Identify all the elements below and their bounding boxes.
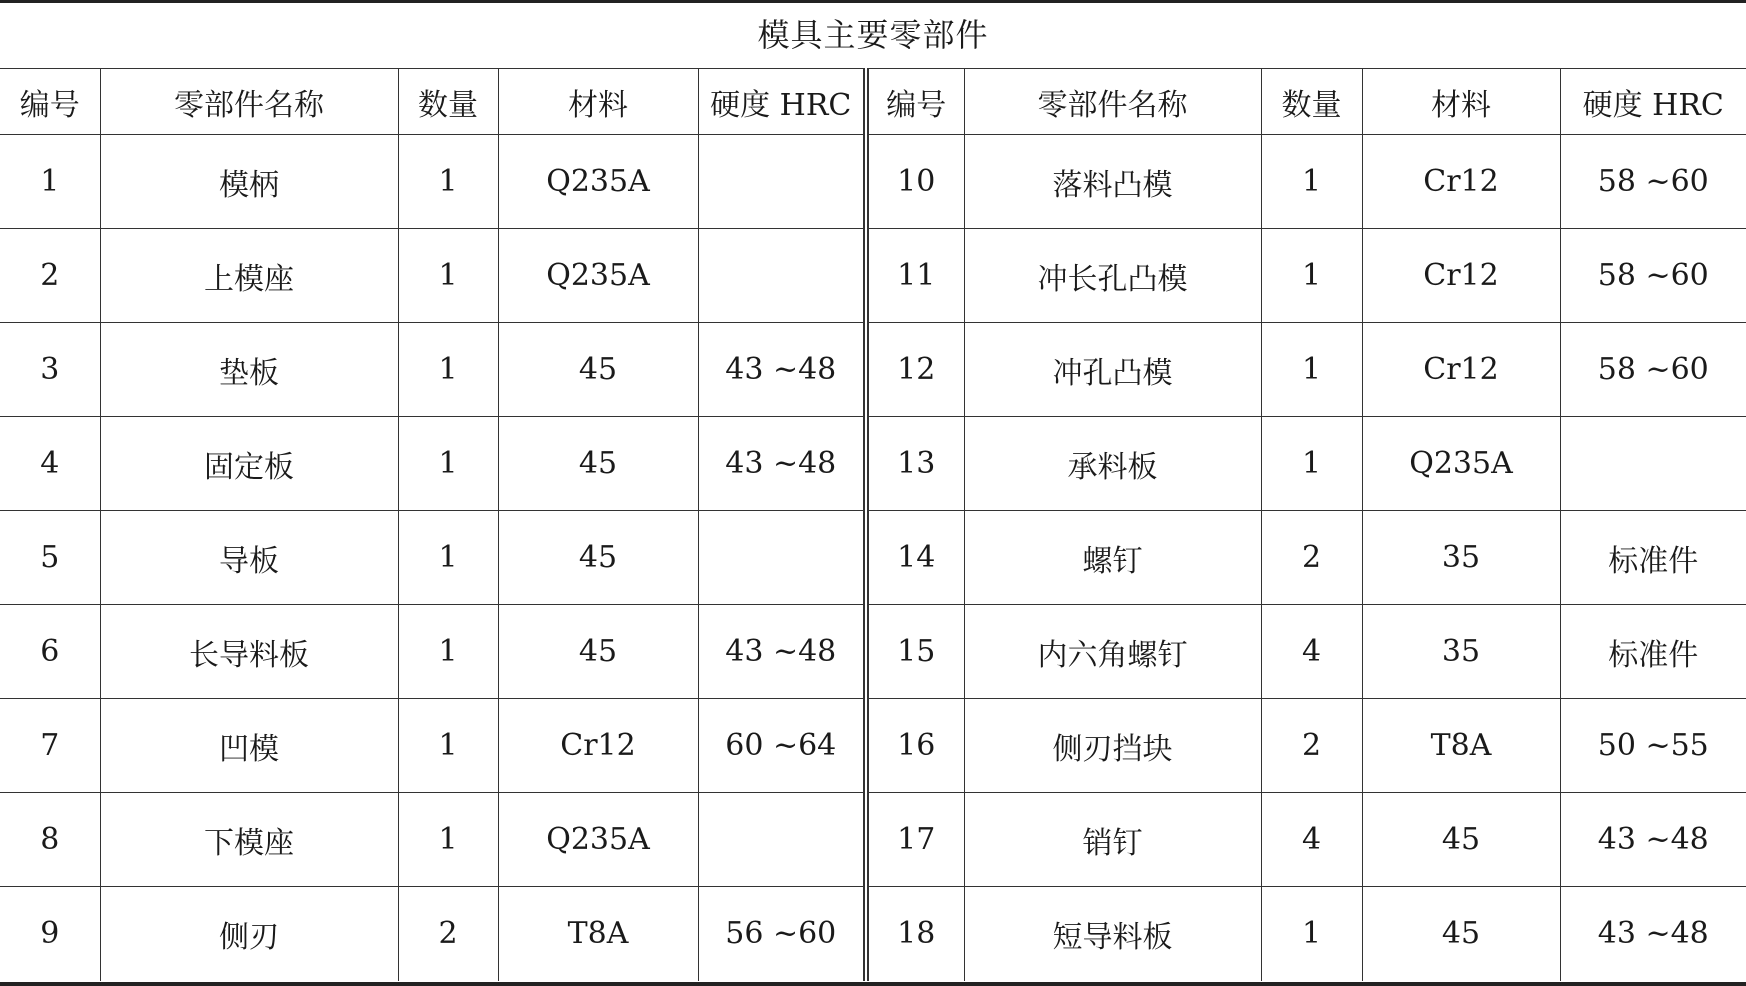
table-cell: 45 [1362, 793, 1560, 887]
table-cell: 1 [1261, 417, 1362, 511]
table-cell: 1 [398, 793, 498, 887]
column-header: 编号 [0, 69, 100, 135]
column-header: 编号 [866, 69, 964, 135]
table-cell: 1 [1261, 887, 1362, 981]
column-header: 材料 [498, 69, 698, 135]
table-cell: 模柄 [100, 135, 398, 229]
table-cell: 冲长孔凸模 [964, 229, 1261, 323]
table-cell: 43 ~48 [1560, 887, 1746, 981]
table-cell: 标准件 [1560, 605, 1746, 699]
table-cell: 18 [866, 887, 964, 981]
table-cell: 8 [0, 793, 100, 887]
table-cell: 5 [0, 511, 100, 605]
table-cell: 1 [398, 135, 498, 229]
table-cell: 43 ~48 [698, 417, 866, 511]
table-cell: 45 [498, 417, 698, 511]
table-cell: 16 [866, 699, 964, 793]
table-row [0, 887, 1746, 981]
table-cell: 2 [0, 229, 100, 323]
table-cell: 58 ~60 [1560, 323, 1746, 417]
table-cell: Cr12 [1362, 323, 1560, 417]
column-header: 数量 [398, 69, 498, 135]
table-cell: 上模座 [100, 229, 398, 323]
table-cell: Cr12 [1362, 229, 1560, 323]
table-row [0, 417, 1746, 511]
table-cell: 2 [1261, 511, 1362, 605]
table-cell: Q235A [1362, 417, 1560, 511]
column-header: 数量 [1261, 69, 1362, 135]
table-cell: Cr12 [1362, 135, 1560, 229]
table-row [0, 605, 1746, 699]
table-row [0, 323, 1746, 417]
table-cell: 1 [1261, 135, 1362, 229]
table-cell [698, 229, 866, 323]
table-cell: 长导料板 [100, 605, 398, 699]
table-cell: 销钉 [964, 793, 1261, 887]
table-cell: 6 [0, 605, 100, 699]
table-cell: 13 [866, 417, 964, 511]
table-row [0, 699, 1746, 793]
table-cell: 垫板 [100, 323, 398, 417]
table-cell: 承料板 [964, 417, 1261, 511]
table-cell: 50 ~55 [1560, 699, 1746, 793]
table-cell: 4 [1261, 605, 1362, 699]
table-cell: 1 [0, 135, 100, 229]
table-cell: 1 [398, 229, 498, 323]
table-cell: 43 ~48 [698, 605, 866, 699]
table-cell: 4 [1261, 793, 1362, 887]
table-cell: 35 [1362, 511, 1560, 605]
table-cell: 内六角螺钉 [964, 605, 1261, 699]
table-cell: 17 [866, 793, 964, 887]
table-cell: 下模座 [100, 793, 398, 887]
table-cell: 1 [398, 323, 498, 417]
table-cell: Q235A [498, 793, 698, 887]
table-cell: 7 [0, 699, 100, 793]
table-cell: 43 ~48 [1560, 793, 1746, 887]
table-cell: 11 [866, 229, 964, 323]
table-cell: 侧刃挡块 [964, 699, 1261, 793]
table-cell: 短导料板 [964, 887, 1261, 981]
table-cell: Q235A [498, 135, 698, 229]
table-cell [698, 135, 866, 229]
table-cell: 58 ~60 [1560, 229, 1746, 323]
table-cell: 14 [866, 511, 964, 605]
column-header: 材料 [1362, 69, 1560, 135]
table-cell: 标准件 [1560, 511, 1746, 605]
table-cell: 1 [398, 511, 498, 605]
table-cell: T8A [1362, 699, 1560, 793]
table-cell: 4 [0, 417, 100, 511]
table-cell: 1 [398, 699, 498, 793]
table-caption: 模具主要零部件 [757, 16, 989, 54]
table-cell: 冲孔凸模 [964, 323, 1261, 417]
table-cell: 10 [866, 135, 964, 229]
table-cell: 固定板 [100, 417, 398, 511]
table-row [0, 229, 1746, 323]
table-cell: 60 ~64 [698, 699, 866, 793]
table-cell: 15 [866, 605, 964, 699]
table-cell [698, 511, 866, 605]
table-cell: 35 [1362, 605, 1560, 699]
column-header: 硬度 HRC [698, 69, 866, 135]
table-cell: Cr12 [498, 699, 698, 793]
header-row [0, 69, 1746, 135]
table-row [0, 511, 1746, 605]
table-cell [698, 793, 866, 887]
table-cell: 1 [1261, 229, 1362, 323]
table-cell: 2 [398, 887, 498, 981]
table-cell: 45 [498, 323, 698, 417]
bottom-rule [0, 982, 1746, 986]
table-cell: 2 [1261, 699, 1362, 793]
table-cell: 43 ~48 [698, 323, 866, 417]
table-row [0, 793, 1746, 887]
table-cell: 3 [0, 323, 100, 417]
table-cell: 凹模 [100, 699, 398, 793]
parts-table [0, 68, 1746, 981]
table-cell: 导板 [100, 511, 398, 605]
table-cell: 45 [498, 511, 698, 605]
table-cell: 落料凸模 [964, 135, 1261, 229]
column-header: 硬度 HRC [1560, 69, 1746, 135]
table-cell: 1 [1261, 323, 1362, 417]
column-header: 零部件名称 [964, 69, 1261, 135]
table-cell: 侧刃 [100, 887, 398, 981]
table-cell: T8A [498, 887, 698, 981]
table-cell [1560, 417, 1746, 511]
table-cell: 56 ~60 [698, 887, 866, 981]
table-row [0, 135, 1746, 229]
table-cell: Q235A [498, 229, 698, 323]
table-cell: 45 [498, 605, 698, 699]
table-cell: 1 [398, 605, 498, 699]
table-cell: 58 ~60 [1560, 135, 1746, 229]
column-header: 零部件名称 [100, 69, 398, 135]
table-cell: 9 [40, 916, 60, 952]
table-cell: 45 [1362, 887, 1560, 981]
table-cell: 1 [398, 417, 498, 511]
table-cell: 螺钉 [964, 511, 1261, 605]
table-cell: 12 [866, 323, 964, 417]
